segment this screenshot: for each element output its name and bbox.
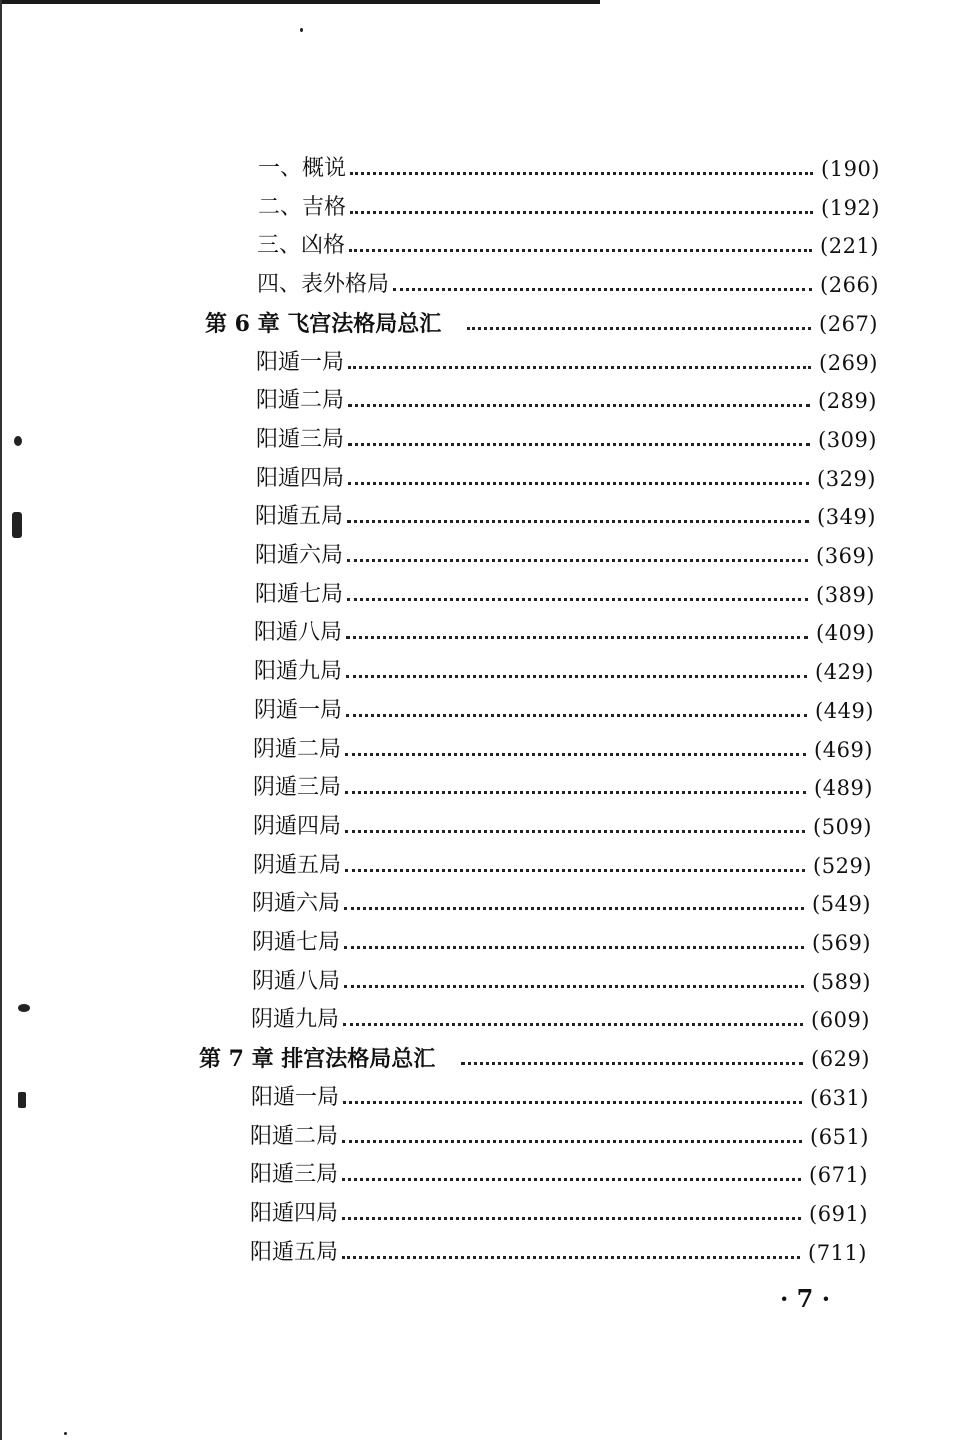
toc-entry-page: (549) bbox=[812, 892, 871, 916]
toc-entry-title: 阳遁一局 bbox=[251, 1085, 340, 1110]
dot-leader bbox=[345, 791, 806, 794]
toc-entry-title: 阳遁六局 bbox=[255, 543, 344, 568]
toc-entry-page: (221) bbox=[820, 234, 879, 258]
dot-leader bbox=[348, 443, 810, 446]
toc-entry[interactable] bbox=[258, 152, 880, 186]
toc-entry-page: (489) bbox=[814, 776, 873, 800]
toc-entry-page: (429) bbox=[815, 660, 874, 684]
dot-leader bbox=[343, 1101, 802, 1104]
toc-entry[interactable] bbox=[254, 616, 875, 650]
toc-entry-page: (711) bbox=[808, 1241, 867, 1265]
dot-leader bbox=[347, 520, 809, 523]
toc-entry-title: 阴遁五局 bbox=[253, 853, 342, 878]
dot-leader bbox=[347, 559, 808, 562]
toc-entry[interactable] bbox=[255, 578, 875, 612]
dot-leader bbox=[461, 1062, 803, 1065]
toc-entry-title: 阴遁八局 bbox=[252, 969, 341, 994]
dot-leader bbox=[345, 753, 806, 756]
toc-entry-page: (190) bbox=[821, 157, 880, 181]
toc-entry-title: 阳遁四局 bbox=[256, 466, 345, 491]
toc-entry-page: (469) bbox=[814, 738, 873, 762]
toc-entry-page: (409) bbox=[816, 621, 875, 645]
toc-entry-page: (651) bbox=[810, 1125, 869, 1149]
toc-entry[interactable] bbox=[256, 462, 876, 496]
dot-leader bbox=[342, 1256, 800, 1259]
dot-leader bbox=[348, 404, 810, 407]
toc-entry-page: (609) bbox=[811, 1008, 870, 1032]
toc-entry-page: (509) bbox=[813, 815, 872, 839]
toc-entry[interactable] bbox=[255, 539, 875, 573]
toc-entry-page: (631) bbox=[810, 1086, 869, 1110]
toc-entry-title: 阳遁一局 bbox=[256, 350, 345, 375]
dot-leader bbox=[393, 288, 812, 291]
toc-entry-page: (449) bbox=[815, 699, 874, 723]
toc-entry[interactable] bbox=[252, 887, 871, 921]
toc-entry[interactable] bbox=[250, 1236, 867, 1270]
toc-entry[interactable] bbox=[250, 1120, 869, 1154]
dot-leader bbox=[467, 327, 811, 330]
toc-entry-title: 阳遁五局 bbox=[255, 504, 344, 529]
toc-entry-title: 阴遁四局 bbox=[253, 814, 342, 839]
toc-entry[interactable] bbox=[254, 655, 874, 689]
dot-leader bbox=[342, 1217, 801, 1220]
toc-entry-title: 阳遁三局 bbox=[256, 427, 345, 452]
toc-entry-title: 阳遁三局 bbox=[250, 1162, 339, 1187]
toc-entry[interactable] bbox=[252, 965, 871, 999]
toc-entry[interactable] bbox=[256, 423, 877, 457]
dot-leader bbox=[344, 946, 804, 949]
dot-leader bbox=[346, 675, 807, 678]
toc-chapter-entry[interactable] bbox=[205, 307, 878, 341]
toc-entry-title: 阳遁四局 bbox=[250, 1201, 339, 1226]
dot-leader bbox=[345, 869, 805, 872]
toc-entry-page: (269) bbox=[819, 351, 878, 375]
toc-entry[interactable] bbox=[254, 694, 874, 728]
toc-entry-page: (309) bbox=[818, 428, 877, 452]
dot-leader bbox=[348, 366, 811, 369]
toc-entry[interactable] bbox=[250, 1158, 868, 1192]
toc-entry[interactable] bbox=[257, 268, 879, 302]
dot-leader bbox=[342, 1178, 801, 1181]
toc-entry-page: (529) bbox=[813, 854, 872, 878]
dot-leader bbox=[344, 985, 804, 988]
dot-leader bbox=[346, 636, 808, 639]
toc-entry-title: 阳遁五局 bbox=[250, 1240, 339, 1265]
toc-entry-page: (569) bbox=[812, 931, 871, 955]
dot-leader bbox=[342, 1140, 802, 1143]
toc-entry-page: (691) bbox=[809, 1202, 868, 1226]
toc-entry[interactable] bbox=[253, 771, 873, 805]
toc-entry-title: 二、吉格 bbox=[258, 195, 347, 220]
toc-entry-title: 阳遁二局 bbox=[256, 388, 345, 413]
dot-leader bbox=[345, 830, 805, 833]
toc-entry-page: (671) bbox=[809, 1163, 868, 1187]
toc-entry-title: 阳遁九局 bbox=[254, 659, 343, 684]
toc-entry-page: (349) bbox=[817, 505, 876, 529]
toc-entry[interactable] bbox=[251, 1081, 869, 1115]
toc-entry-title: 一、概说 bbox=[258, 156, 347, 181]
toc-entry-title: 第 6 章 飞宫法格局总汇 bbox=[205, 311, 442, 337]
toc-entry-page: (629) bbox=[811, 1047, 870, 1071]
page-number: · 7 · bbox=[779, 1284, 831, 1313]
dot-leader bbox=[350, 172, 813, 175]
toc-entry-page: (369) bbox=[816, 544, 875, 568]
toc-entry-title: 阳遁七局 bbox=[255, 582, 344, 607]
toc-entry-title: 三、凶格 bbox=[257, 233, 346, 258]
toc-entry-page: (589) bbox=[812, 970, 871, 994]
dot-leader bbox=[344, 907, 804, 910]
toc-entry-page: (329) bbox=[817, 467, 876, 491]
toc-entry-page: (266) bbox=[820, 273, 879, 297]
dot-leader bbox=[348, 482, 809, 485]
toc-entry[interactable] bbox=[253, 733, 873, 767]
toc-entry[interactable] bbox=[256, 346, 878, 380]
dot-leader bbox=[346, 714, 807, 717]
toc-entry[interactable] bbox=[250, 1197, 868, 1231]
dot-leader bbox=[350, 211, 813, 214]
toc-entry[interactable] bbox=[256, 384, 877, 418]
toc-entry-title: 阳遁八局 bbox=[254, 620, 343, 645]
toc-entry-title: 阴遁三局 bbox=[253, 775, 342, 800]
toc-entry-title: 第 7 章 排宫法格局总汇 bbox=[199, 1046, 436, 1072]
toc-entry-title: 阴遁六局 bbox=[252, 891, 341, 916]
toc-entry[interactable] bbox=[253, 810, 872, 844]
toc-entry[interactable] bbox=[252, 926, 871, 960]
toc-entry-page: (289) bbox=[818, 389, 877, 413]
toc-entry-page: (267) bbox=[819, 312, 878, 336]
toc-entry-title: 阴遁九局 bbox=[251, 1007, 340, 1032]
toc-entry[interactable] bbox=[255, 500, 876, 534]
toc-entry[interactable] bbox=[258, 191, 880, 225]
dot-leader bbox=[349, 249, 812, 252]
toc-entry-title: 四、表外格局 bbox=[257, 272, 390, 297]
dot-leader bbox=[343, 1023, 803, 1026]
top-edge-rule bbox=[0, 0, 600, 4]
toc-entry-title: 阴遁二局 bbox=[253, 737, 342, 762]
toc-chapter-entry[interactable] bbox=[199, 1042, 870, 1076]
toc-entry-page: (389) bbox=[816, 583, 875, 607]
toc-entry[interactable] bbox=[251, 1003, 870, 1037]
toc-entry-title: 阳遁二局 bbox=[250, 1124, 339, 1149]
toc-entry-title: 阴遁七局 bbox=[252, 930, 341, 955]
toc-entry[interactable] bbox=[253, 849, 872, 883]
left-edge-rule bbox=[0, 0, 2, 1440]
toc-entry-page: (192) bbox=[821, 196, 880, 220]
toc-entry-title: 阴遁一局 bbox=[254, 698, 343, 723]
dot-leader bbox=[347, 598, 808, 601]
toc-entry[interactable] bbox=[257, 229, 879, 263]
